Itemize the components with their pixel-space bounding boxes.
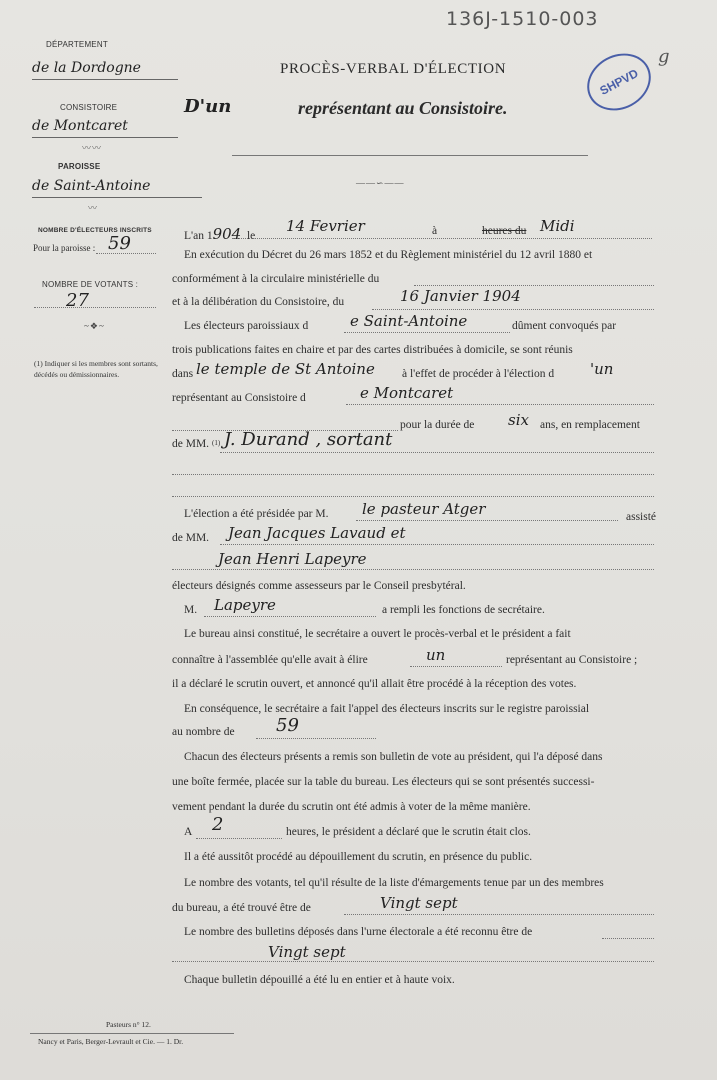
ornament-divider: 〰〰	[82, 143, 103, 153]
line-25: Il a été aussitôt procédé au dépouillement du scrutin, en présence du public.	[184, 851, 533, 863]
closing-hour: 2	[212, 814, 224, 835]
line-4: et à la délibération du Consistoire, du	[172, 296, 345, 308]
line-7b: à l'effet de procéder à l'élection d	[402, 368, 555, 380]
line-24b: heures, le président a déclaré que le scrutin était clos.	[286, 826, 531, 838]
line-2: En exécution du Décret du 26 mars 1852 et du Règlement ministériel du 12 avril 1880 et	[184, 249, 593, 261]
assessor-2: Jean Henri Lapeyre	[218, 550, 367, 568]
line-27a: du bureau, a été trouvé être de	[172, 902, 311, 914]
inscrits-prefix: Pour la paroisse :	[33, 243, 96, 253]
footnote: (1) Indiquer si les membres sont sortants, décédés ou démissionnaires.	[34, 359, 158, 379]
ornament-divider: ——∽——	[356, 178, 405, 188]
election-count: 'un	[590, 360, 614, 378]
duration: six	[508, 411, 529, 429]
consistoire-value: de Montcaret	[32, 118, 128, 134]
line-5b: dûment convoqués par	[512, 320, 617, 332]
struck-text: heures du	[482, 225, 527, 237]
line-12a: de MM.	[172, 532, 210, 544]
line-5a: Les électeurs paroissiaux d	[184, 320, 309, 332]
line-6: trois publications faites en chaire et par des cartes distribuées à domicile, se sont réunis	[172, 344, 573, 356]
line-20a: au nombre de	[172, 726, 235, 738]
assessor-1: Jean Jacques Lavaud et	[228, 524, 406, 542]
secretary-name: Lapeyre	[214, 596, 276, 614]
line-14: électeurs désignés comme assesseurs par le Conseil presbytéral.	[172, 580, 466, 592]
registered-count: 59	[276, 715, 299, 736]
line-11b: assisté	[626, 511, 657, 523]
consistoire-name: e Montcaret	[360, 384, 454, 402]
deliberation-date: 16 Janvier 1904	[400, 287, 521, 305]
printer-line: Nancy et Paris, Berger-Levrault et Cie. — 1. Dr.	[38, 1037, 184, 1046]
page-title: PROCÈS-VERBAL D'ÉLECTION	[280, 61, 507, 77]
votants-label: NOMBRE DE VOTANTS :	[42, 280, 139, 289]
meeting-place: le temple de St Antoine	[196, 360, 375, 378]
line-3: conformément à la circulaire ministérielle du	[172, 273, 380, 285]
line-21: Chacun des électeurs présents a remis son bulletin de vote au président, qui l'a déposé dans	[184, 751, 603, 763]
election-time: Midi	[540, 217, 575, 235]
text-a: à	[432, 225, 438, 237]
paroisse-label: PAROISSE	[58, 162, 101, 171]
inscrits-label: NOMBRE D'ÉLECTEURS INSCRITS	[38, 227, 152, 234]
president-name: le pasteur Atger	[362, 500, 486, 518]
line-19: En conséquence, le secrétaire a fait l'appel des électeurs inscrits sur le registre paroissial	[184, 703, 590, 715]
line-26: Le nombre des votants, tel qu'il résulte de la liste d'émargements tenue par un des membres	[184, 877, 604, 889]
inscrits-value: 59	[108, 233, 131, 254]
paroisse-value: de Saint-Antoine	[32, 178, 151, 194]
line-15b: a rempli les fonctions de secrétaire.	[382, 604, 545, 616]
stamp-text: SHPVD	[597, 66, 641, 98]
line-18: il a déclaré le scrutin ouvert, et annoncé qu'il allait être procédé à la réception des votes.	[172, 678, 577, 690]
line-22: une boîte fermée, placée sur la table du bureau. Les électeurs qui se sont présentés successi-	[172, 776, 595, 788]
line-24a: A	[184, 826, 193, 838]
form-number: Pasteurs n° 12.	[106, 1020, 151, 1029]
departement-value: de la Dordogne	[32, 60, 141, 76]
to-elect: un	[426, 646, 446, 664]
ornament-divider: 〰	[88, 203, 99, 213]
line-15a: M.	[184, 604, 198, 616]
line-23: vement pendant la durée du scrutin ont été admis à voter de la même manière.	[172, 801, 531, 813]
votants-value: 27	[66, 290, 89, 311]
line-date: L'an 1904 le	[184, 225, 256, 243]
footnote-ref: (1)	[212, 439, 221, 447]
line-7a: dans	[172, 368, 194, 380]
departement-label: DÉPARTEMENT	[46, 40, 108, 49]
line-8a: représentant au Consistoire d	[172, 392, 306, 404]
paroisse-name: e Saint-Antoine	[350, 312, 468, 330]
line-16: Le bureau ainsi constitué, le secrétaire a ouvert le procès-verbal et le président a fait	[184, 628, 571, 640]
archive-reference: 136J-1510-003	[446, 8, 599, 30]
archive-stamp	[577, 43, 661, 122]
ballots-count-words: Vingt sept	[268, 943, 346, 961]
line-17b: représentant au Consistoire ;	[506, 654, 638, 666]
consistoire-label: CONSISTOIRE	[60, 103, 118, 112]
subtitle-handwritten: D'un	[184, 96, 232, 117]
line-9a: pour la durée de	[400, 419, 475, 431]
archive-mark: g	[658, 46, 670, 67]
line-10a: de MM.	[172, 438, 210, 450]
line-17a: connaître à l'assemblée qu'elle avait à élire	[172, 654, 368, 666]
line-9b: ans, en remplacement	[540, 419, 640, 431]
voters-count-words: Vingt sept	[380, 894, 458, 912]
election-date: 14 Fevrier	[286, 217, 365, 235]
line-11a: L'élection a été présidée par M.	[184, 508, 329, 520]
ornament-divider: ~❖~	[84, 321, 105, 331]
line-28: Le nombre des bulletins déposés dans l'urne électorale a été reconnu être de	[184, 926, 533, 938]
replaced-member: J. Durand , sortant	[224, 429, 393, 450]
line-30: Chaque bulletin dépouillé a été lu en entier et à haute voix.	[184, 974, 455, 986]
subtitle: représentant au Consistoire.	[298, 98, 508, 118]
